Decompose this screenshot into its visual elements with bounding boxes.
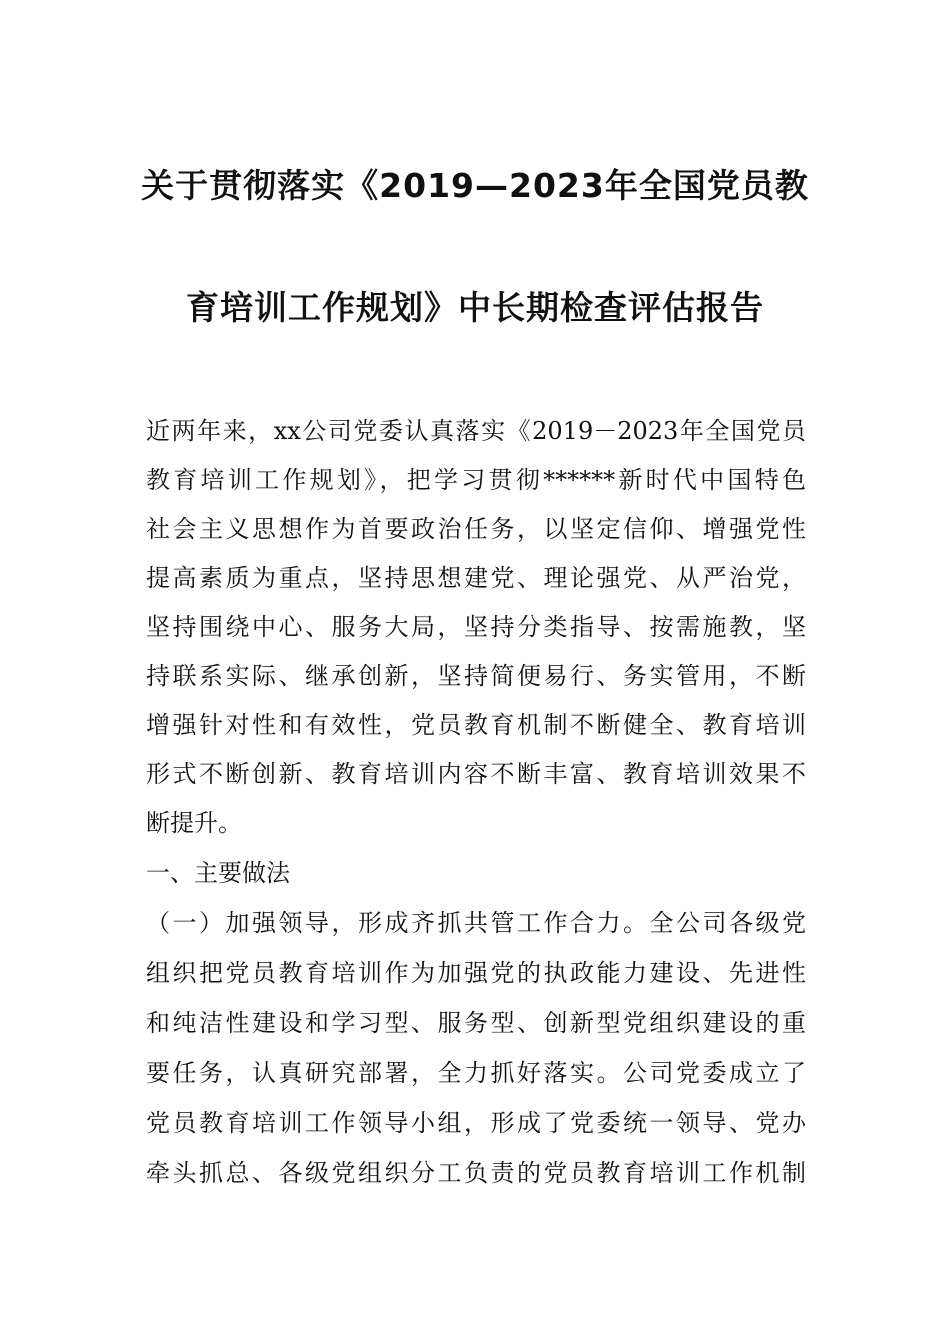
body-line-1: 近两年来，xx公司党委认真落实《2019－2023年全国党员 bbox=[146, 417, 806, 445]
body-line-14: 要任务，认真研究部署，全力抓好落实。公司党委成立了 bbox=[146, 1059, 806, 1087]
body-line-2: 教育培训工作规划》，把学习贯彻******新时代中国特色 bbox=[146, 466, 806, 494]
section-heading-1: 一、主要做法 bbox=[146, 859, 290, 887]
body-line-7: 增强针对性和有效性，党员教育机制不断健全、教育培训 bbox=[146, 711, 806, 739]
body-line-9: 断提升。 bbox=[146, 809, 242, 837]
body-line-16: 牵头抓总、各级党组织分工负责的党员教育培训工作机制 bbox=[146, 1159, 806, 1187]
document-title-line-1: 关于贯彻落实《2019—2023年全国党员教 bbox=[141, 166, 809, 205]
document-title-line-2: 育培训工作规划》中长期检查评估报告 bbox=[186, 288, 764, 327]
body-line-3: 社会主义思想作为首要政治任务，以坚定信仰、增强党性 bbox=[146, 515, 806, 543]
body-line-4: 提高素质为重点，坚持思想建党、理论强党、从严治党， bbox=[146, 564, 806, 592]
body-line-8: 形式不断创新、教育培训内容不断丰富、教育培训效果不 bbox=[146, 760, 806, 788]
body-line-13: 和纯洁性建设和学习型、服务型、创新型党组织建设的重 bbox=[146, 1009, 806, 1037]
body-line-6: 持联系实际、继承创新，坚持简便易行、务实管用，不断 bbox=[146, 662, 806, 690]
body-line-12: 组织把党员教育培训作为加强党的执政能力建设、先进性 bbox=[146, 959, 806, 987]
body-line-11: （一）加强领导，形成齐抓共管工作合力。全公司各级党 bbox=[146, 909, 806, 937]
body-line-15: 党员教育培训工作领导小组，形成了党委统一领导、党办 bbox=[146, 1109, 806, 1137]
body-line-5: 坚持围绕中心、服务大局，坚持分类指导、按需施教，坚 bbox=[146, 613, 806, 641]
